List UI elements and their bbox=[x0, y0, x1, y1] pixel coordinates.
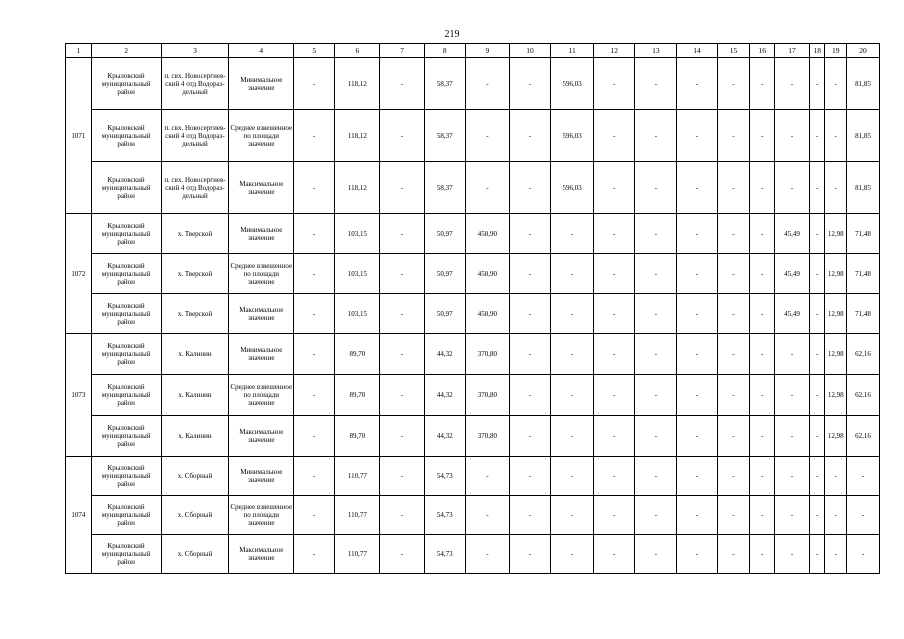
table-cell: 370,80 bbox=[465, 375, 509, 416]
table-cell: 54,73 bbox=[424, 496, 465, 535]
table-cell: - bbox=[775, 375, 810, 416]
table-cell: Крыловский муниципальный район bbox=[91, 58, 161, 110]
table-cell: - bbox=[810, 214, 825, 254]
table-cell: - bbox=[294, 254, 335, 294]
row-id-cell: 1074 bbox=[66, 457, 92, 574]
table-cell: 71,48 bbox=[846, 254, 879, 294]
table-cell: х. Тверской bbox=[161, 214, 229, 254]
table-cell: - bbox=[635, 457, 677, 496]
table-cell: - bbox=[775, 110, 810, 162]
table-cell: 596,03 bbox=[551, 110, 594, 162]
table-cell: 370,80 bbox=[465, 416, 509, 457]
table-cell: - bbox=[294, 457, 335, 496]
table-cell: - bbox=[594, 58, 635, 110]
table-body bbox=[66, 58, 880, 574]
table-cell: - bbox=[380, 375, 424, 416]
table-cell: - bbox=[750, 294, 775, 334]
table-cell: - bbox=[677, 254, 717, 294]
table-cell: - bbox=[551, 254, 594, 294]
table-cell: - bbox=[294, 375, 335, 416]
table-cell: - bbox=[294, 535, 335, 574]
table-cell: - bbox=[750, 496, 775, 535]
table-cell: 12,98 bbox=[825, 214, 847, 254]
row-id-cell: 1071 bbox=[66, 58, 92, 214]
column-header: 11 bbox=[551, 44, 594, 58]
table-cell: - bbox=[465, 162, 509, 214]
table-cell: - bbox=[775, 162, 810, 214]
column-header: 7 bbox=[380, 44, 424, 58]
table-cell: - bbox=[775, 334, 810, 375]
table-cell: 118,12 bbox=[335, 162, 380, 214]
table-cell: п. свх. Новосергиев-ский 4 отд Водораз-дельный bbox=[161, 110, 229, 162]
table-cell: - bbox=[825, 496, 847, 535]
table-cell: 89,70 bbox=[335, 375, 380, 416]
table-cell: - bbox=[509, 254, 550, 294]
table-cell: - bbox=[775, 535, 810, 574]
table-cell: Крыловский муниципальный район bbox=[91, 535, 161, 574]
table-cell: Минимальное значение bbox=[229, 58, 294, 110]
table-cell: - bbox=[380, 334, 424, 375]
table-cell: - bbox=[677, 162, 717, 214]
table-cell: 45,49 bbox=[775, 294, 810, 334]
table-row bbox=[66, 162, 880, 214]
table-cell: 71,48 bbox=[846, 214, 879, 254]
table-cell: - bbox=[750, 58, 775, 110]
table-cell: - bbox=[825, 457, 847, 496]
table-cell: - bbox=[635, 496, 677, 535]
table-cell: - bbox=[551, 214, 594, 254]
table-cell: - bbox=[294, 162, 335, 214]
table-cell: - bbox=[846, 535, 879, 574]
table-cell: - bbox=[294, 294, 335, 334]
table-cell: Минимальное значение bbox=[229, 214, 294, 254]
table-cell: - bbox=[551, 535, 594, 574]
table-cell: - bbox=[717, 110, 750, 162]
table-cell: 103,15 bbox=[335, 294, 380, 334]
table-cell: 12,98 bbox=[825, 294, 847, 334]
table-cell: 458,90 bbox=[465, 214, 509, 254]
table-cell: - bbox=[465, 535, 509, 574]
table-cell: Среднее взвешенное по площади значение bbox=[229, 375, 294, 416]
table-cell: - bbox=[294, 334, 335, 375]
table-cell: Крыловский муниципальный район bbox=[91, 214, 161, 254]
table-cell: - bbox=[717, 457, 750, 496]
table-cell: - bbox=[509, 457, 550, 496]
column-header: 20 bbox=[846, 44, 879, 58]
table-cell: х. Калинин bbox=[161, 334, 229, 375]
table-cell: - bbox=[810, 375, 825, 416]
table-cell: - bbox=[594, 334, 635, 375]
table-cell: - bbox=[775, 58, 810, 110]
table-cell: - bbox=[810, 457, 825, 496]
table-cell: - bbox=[551, 496, 594, 535]
table-cell: - bbox=[380, 416, 424, 457]
table-cell: 12,98 bbox=[825, 334, 847, 375]
table-cell: - bbox=[380, 110, 424, 162]
table-cell: - bbox=[509, 58, 550, 110]
table-cell: 458,90 bbox=[465, 294, 509, 334]
table-cell: - bbox=[551, 416, 594, 457]
table-cell: х. Сборный bbox=[161, 457, 229, 496]
table-cell: - bbox=[677, 457, 717, 496]
table-row bbox=[66, 58, 880, 110]
table-cell: - bbox=[380, 457, 424, 496]
table-cell: 62,16 bbox=[846, 416, 879, 457]
table-cell: - bbox=[825, 110, 847, 162]
table-cell: - bbox=[594, 254, 635, 294]
table-cell: Крыловский муниципальный район bbox=[91, 294, 161, 334]
table-cell: - bbox=[594, 416, 635, 457]
table-cell: - bbox=[509, 375, 550, 416]
table-cell: - bbox=[509, 110, 550, 162]
table-cell: х. Калинин bbox=[161, 375, 229, 416]
table-cell: - bbox=[465, 110, 509, 162]
table-cell: - bbox=[635, 110, 677, 162]
table-cell: 118,12 bbox=[335, 58, 380, 110]
table-cell: 118,12 bbox=[335, 110, 380, 162]
table-cell: - bbox=[810, 535, 825, 574]
table-cell: - bbox=[380, 535, 424, 574]
table-cell: - bbox=[677, 416, 717, 457]
table-cell: Крыловский муниципальный район bbox=[91, 334, 161, 375]
column-header: 12 bbox=[594, 44, 635, 58]
column-header: 13 bbox=[635, 44, 677, 58]
table-cell: - bbox=[594, 535, 635, 574]
table-cell: - bbox=[717, 375, 750, 416]
table-cell: 54,73 bbox=[424, 535, 465, 574]
table-row bbox=[66, 110, 880, 162]
table-cell: - bbox=[717, 496, 750, 535]
column-header: 10 bbox=[509, 44, 550, 58]
table-cell: - bbox=[717, 58, 750, 110]
row-id-cell: 1072 bbox=[66, 214, 92, 334]
table-cell: - bbox=[635, 254, 677, 294]
table-cell: - bbox=[775, 416, 810, 457]
table-cell: - bbox=[551, 334, 594, 375]
table-cell: 81,85 bbox=[846, 110, 879, 162]
table-cell: - bbox=[677, 214, 717, 254]
table-cell: - bbox=[677, 110, 717, 162]
table-cell: - bbox=[825, 58, 847, 110]
table-cell: Минимальное значение bbox=[229, 457, 294, 496]
table-cell: - bbox=[717, 334, 750, 375]
table-cell: - bbox=[825, 162, 847, 214]
table-cell: - bbox=[635, 294, 677, 334]
table-cell: - bbox=[717, 214, 750, 254]
column-header: 19 bbox=[825, 44, 847, 58]
table-cell: - bbox=[750, 457, 775, 496]
column-header: 2 bbox=[91, 44, 161, 58]
table-cell: - bbox=[717, 162, 750, 214]
table-cell: - bbox=[635, 416, 677, 457]
table-cell: - bbox=[750, 375, 775, 416]
table-cell: - bbox=[717, 535, 750, 574]
table-cell: Среднее взвешенное по площади значение bbox=[229, 110, 294, 162]
table-cell: 103,15 bbox=[335, 214, 380, 254]
table-cell: 110,77 bbox=[335, 535, 380, 574]
table-cell: 458,90 bbox=[465, 254, 509, 294]
table-row bbox=[66, 334, 880, 375]
table-cell: - bbox=[594, 375, 635, 416]
table-cell: 596,03 bbox=[551, 162, 594, 214]
table-cell: - bbox=[294, 416, 335, 457]
table-cell: - bbox=[509, 214, 550, 254]
table-cell: 45,49 bbox=[775, 214, 810, 254]
page-number: 219 bbox=[444, 29, 460, 40]
table-cell: - bbox=[635, 535, 677, 574]
table-cell: Максимальное значение bbox=[229, 416, 294, 457]
table-cell: 81,85 bbox=[846, 58, 879, 110]
table-cell: 12,98 bbox=[825, 416, 847, 457]
table-cell: 81,85 bbox=[846, 162, 879, 214]
table-cell: х. Сборный bbox=[161, 535, 229, 574]
table-cell: - bbox=[810, 110, 825, 162]
table-cell: - bbox=[775, 457, 810, 496]
table-cell: - bbox=[551, 457, 594, 496]
table-cell: - bbox=[717, 254, 750, 294]
table-cell: Крыловский муниципальный район bbox=[91, 254, 161, 294]
table-cell: 44,32 bbox=[424, 334, 465, 375]
table-cell: 89,70 bbox=[335, 334, 380, 375]
table-cell: - bbox=[294, 496, 335, 535]
table-cell: х. Тверской bbox=[161, 254, 229, 294]
table-cell: 370,80 bbox=[465, 334, 509, 375]
table-cell: - bbox=[594, 294, 635, 334]
table-cell: - bbox=[465, 58, 509, 110]
table-cell: 44,32 bbox=[424, 416, 465, 457]
table-cell: - bbox=[594, 457, 635, 496]
table-cell: Максимальное значение bbox=[229, 294, 294, 334]
table-cell: - bbox=[677, 334, 717, 375]
table-cell: - bbox=[380, 294, 424, 334]
table-row bbox=[66, 254, 880, 294]
table-cell: Крыловский муниципальный район bbox=[91, 375, 161, 416]
data-table bbox=[65, 43, 880, 574]
table-cell: - bbox=[750, 110, 775, 162]
table-cell: х. Тверской bbox=[161, 294, 229, 334]
column-header: 18 bbox=[810, 44, 825, 58]
table-cell: 50,97 bbox=[424, 214, 465, 254]
table-cell: Крыловский муниципальный район bbox=[91, 110, 161, 162]
table-cell: 58,37 bbox=[424, 162, 465, 214]
table-cell: - bbox=[635, 162, 677, 214]
table-cell: - bbox=[635, 334, 677, 375]
table-cell: 110,77 bbox=[335, 457, 380, 496]
table-cell: - bbox=[717, 294, 750, 334]
table-cell: - bbox=[294, 214, 335, 254]
table-cell: - bbox=[380, 58, 424, 110]
table-cell: 54,73 bbox=[424, 457, 465, 496]
table-cell: 103,15 bbox=[335, 254, 380, 294]
table-cell: - bbox=[846, 457, 879, 496]
column-header: 16 bbox=[750, 44, 775, 58]
table-cell: - bbox=[810, 416, 825, 457]
table-cell: 12,98 bbox=[825, 254, 847, 294]
table-cell: 12,98 bbox=[825, 375, 847, 416]
table-cell: х. Сборный bbox=[161, 496, 229, 535]
table-cell: - bbox=[380, 214, 424, 254]
table-cell: - bbox=[509, 294, 550, 334]
table-cell: 50,97 bbox=[424, 294, 465, 334]
column-header: 5 bbox=[294, 44, 335, 58]
table-cell: - bbox=[635, 214, 677, 254]
table-cell: - bbox=[750, 416, 775, 457]
table-cell: - bbox=[380, 496, 424, 535]
column-header: 4 bbox=[229, 44, 294, 58]
table-cell: - bbox=[635, 58, 677, 110]
table-cell: Максимальное значение bbox=[229, 162, 294, 214]
table-cell: - bbox=[810, 496, 825, 535]
table-cell: - bbox=[677, 375, 717, 416]
table-cell: Крыловский муниципальный район bbox=[91, 457, 161, 496]
table-cell: - bbox=[825, 535, 847, 574]
table-cell: п. свх. Новосергиев-ский 4 отд Водораз-дельный bbox=[161, 58, 229, 110]
table-cell: - bbox=[750, 334, 775, 375]
table-cell: - bbox=[677, 58, 717, 110]
table-row bbox=[66, 496, 880, 535]
column-header: 3 bbox=[161, 44, 229, 58]
table-cell: Среднее взвешенное по площади значение bbox=[229, 496, 294, 535]
table-row bbox=[66, 416, 880, 457]
table-cell: 89,70 bbox=[335, 416, 380, 457]
table-cell: 62,16 bbox=[846, 375, 879, 416]
table-cell: - bbox=[677, 496, 717, 535]
table-cell: - bbox=[509, 334, 550, 375]
table-cell: 58,37 bbox=[424, 58, 465, 110]
table-cell: - bbox=[551, 294, 594, 334]
column-header: 1 bbox=[66, 44, 92, 58]
table-cell: - bbox=[750, 214, 775, 254]
table-cell: - bbox=[594, 110, 635, 162]
column-header: 9 bbox=[465, 44, 509, 58]
table-cell: - bbox=[810, 294, 825, 334]
table-cell: 596,03 bbox=[551, 58, 594, 110]
table-cell: 44,32 bbox=[424, 375, 465, 416]
table-cell: - bbox=[810, 162, 825, 214]
table-cell: - bbox=[846, 496, 879, 535]
column-number-row bbox=[66, 44, 880, 58]
table-cell: - bbox=[677, 535, 717, 574]
table-cell: Минимальное значение bbox=[229, 334, 294, 375]
table-row bbox=[66, 214, 880, 254]
table-row bbox=[66, 294, 880, 334]
table-cell: Крыловский муниципальный район bbox=[91, 162, 161, 214]
table-cell: - bbox=[509, 535, 550, 574]
column-header: 6 bbox=[335, 44, 380, 58]
table-cell: - bbox=[635, 375, 677, 416]
table-cell: - bbox=[380, 254, 424, 294]
table-row bbox=[66, 375, 880, 416]
table-cell: п. свх. Новосергиев-ский 4 отд Водораз-дельный bbox=[161, 162, 229, 214]
table-cell: 50,97 bbox=[424, 254, 465, 294]
table-cell: - bbox=[750, 162, 775, 214]
table-cell: - bbox=[594, 496, 635, 535]
table-cell: 62,16 bbox=[846, 334, 879, 375]
table-cell: - bbox=[465, 457, 509, 496]
table-cell: - bbox=[509, 162, 550, 214]
table-cell: Среднее взвешенное по площади значение bbox=[229, 254, 294, 294]
table-cell: - bbox=[750, 254, 775, 294]
table-cell: - bbox=[594, 162, 635, 214]
table-cell: - bbox=[810, 58, 825, 110]
table-cell: Крыловский муниципальный район bbox=[91, 496, 161, 535]
table-row bbox=[66, 535, 880, 574]
table-cell: - bbox=[509, 496, 550, 535]
table-cell: - bbox=[380, 162, 424, 214]
table-cell: - bbox=[677, 294, 717, 334]
table-cell: - bbox=[551, 375, 594, 416]
row-id-cell: 1073 bbox=[66, 334, 92, 457]
table-cell: - bbox=[465, 496, 509, 535]
table-cell: - bbox=[294, 110, 335, 162]
table-cell: - bbox=[594, 214, 635, 254]
table-row bbox=[66, 457, 880, 496]
table-cell: 45,49 bbox=[775, 254, 810, 294]
table-cell: Крыловский муниципальный район bbox=[91, 416, 161, 457]
table-cell: - bbox=[810, 254, 825, 294]
table-cell: х. Калинин bbox=[161, 416, 229, 457]
table-cell: - bbox=[775, 496, 810, 535]
table-cell: Максимальное значение bbox=[229, 535, 294, 574]
column-header: 14 bbox=[677, 44, 717, 58]
table-cell: - bbox=[810, 334, 825, 375]
column-header: 17 bbox=[775, 44, 810, 58]
table-cell: 71,48 bbox=[846, 294, 879, 334]
table-cell: - bbox=[294, 58, 335, 110]
table-cell: 110,77 bbox=[335, 496, 380, 535]
table-cell: 58,37 bbox=[424, 110, 465, 162]
column-header: 15 bbox=[717, 44, 750, 58]
table-cell: - bbox=[509, 416, 550, 457]
table-cell: - bbox=[717, 416, 750, 457]
column-header: 8 bbox=[424, 44, 465, 58]
table-cell: - bbox=[750, 535, 775, 574]
